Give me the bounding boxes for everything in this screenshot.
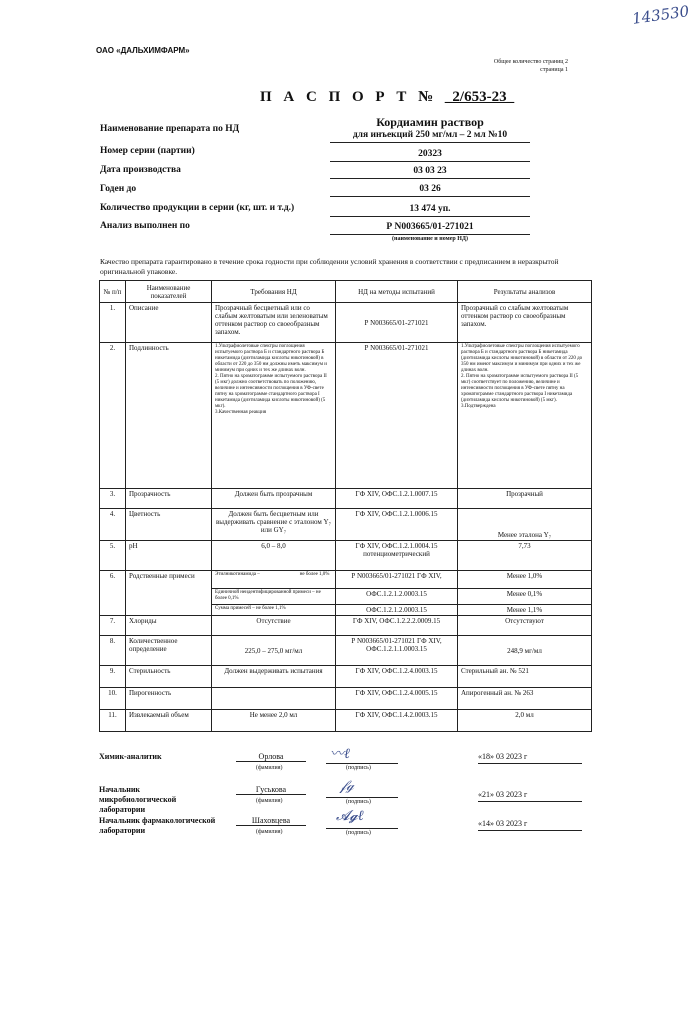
row-result: 7,73	[458, 541, 592, 571]
analysis-table	[99, 280, 592, 732]
row-method: ГФ XIV, ОФС.1.2.1.0007.15	[336, 489, 458, 509]
row-method: ГФ XIV, ОФС.1.4.2.0003.15	[336, 710, 458, 732]
page-total: Общее количество страниц 2	[493, 59, 568, 65]
table-row	[100, 710, 592, 732]
row-number: 5.	[100, 541, 126, 571]
table-row	[100, 541, 592, 571]
series-label: Номер серии (партии)	[100, 146, 195, 156]
table-row	[100, 509, 592, 541]
row-result: 2,0 мл	[458, 710, 592, 732]
header-number: № п/п	[100, 281, 126, 303]
row-result: Менее 1,0%	[458, 571, 592, 589]
row-name: Прозрачность	[126, 489, 212, 509]
row-number: 11.	[100, 710, 126, 732]
table-header-row	[100, 281, 592, 303]
production-date-label: Дата производства	[100, 165, 181, 175]
row-result: Менее эталона Y₇	[458, 509, 592, 541]
table-row	[100, 666, 592, 688]
signer-date-2: «21» 03 2023 г	[478, 790, 528, 799]
row-method: ОФС.1.2.1.2.0003.15	[336, 605, 458, 616]
table-row	[100, 636, 592, 666]
signer-name-1: Орлова	[236, 752, 306, 762]
table-row	[100, 489, 592, 509]
row-name: Родственные примеси	[126, 571, 212, 616]
company-name: ОАО «ДАЛЬХИМФАРМ»	[96, 46, 190, 55]
row-requirement: 1.Ультрафиолетовые спектры поглощения испытуемого раствора Б и стандартного раствора Б никетамида (диэтиламида кислоты никотиновой) в области от 220 до 350 нм должны иметь максимум и минимум при одних и тех же длинах волн. 2. Пятно на хроматограмме испытуемого раствора II (5 мкг) должно соответствовать по положению, величине и интенсивности поглощения в УФ-свете пятну на хроматограмме стандартного раствора I никетамида (диэтиламида кислоты никотиновой) (5 мкг). 3.Качественная реакция	[212, 343, 336, 489]
passport-number: _2/653-23_	[444, 89, 515, 105]
table-row	[100, 343, 592, 489]
analysis-label: Анализ выполнен по	[100, 221, 190, 231]
row-number: 9.	[100, 666, 126, 688]
row-number: 8.	[100, 636, 126, 666]
drug-label: Наименование препарата по НД	[100, 124, 240, 134]
row-requirement: Должен выдерживать испытания	[212, 666, 336, 688]
row-requirement: Этилникотинамида – не более 1,0%	[212, 571, 336, 589]
row-result: 248,9 мг/мл	[458, 636, 592, 666]
production-date-value: 03 03 23	[413, 166, 447, 176]
row-name: Хлориды	[126, 616, 212, 636]
quantity-value: 13 474 уп.	[409, 204, 451, 214]
row-method: ГФ XIV, ОФС.1.2.2.2.0009.15	[336, 616, 458, 636]
row-method: Р N003665/01-271021 ГФ XIV,	[336, 571, 458, 589]
row-requirement: Отсутствие	[212, 616, 336, 636]
row-requirement: 225,0 – 275,0 мг/мл	[212, 636, 336, 666]
row-result: Прозрачный со слабым желтоватым оттенком раствор со своеобразным запахом.	[458, 303, 592, 343]
expiry-label: Годен до	[100, 184, 137, 194]
surname-caption-1: (фамилия)	[256, 765, 283, 771]
handwritten-number: 143530	[631, 2, 691, 28]
row-name: Пирогенность	[126, 688, 212, 710]
table-row	[100, 303, 592, 343]
signer-date-1: «18» 03 2023 г	[478, 752, 528, 761]
row-method: ГФ XIV, ОФС.1.2.1.0006.15	[336, 509, 458, 541]
header-name: Наименование показателей	[126, 281, 212, 303]
row-name: Подлинность	[126, 343, 212, 489]
drug-name: Кордиамин раствор	[376, 115, 484, 129]
signature-2-icon: 𝒻ℊ	[340, 778, 354, 794]
row-method: Р N003665/01-271021 ГФ XIV, ОФС.1.2.1.1.0003.15	[336, 636, 458, 666]
row-number: 2.	[100, 343, 126, 489]
row-requirement: Должен быть бесцветным или выдерживать сравнение с эталоном Y₇ или GY₇	[212, 509, 336, 541]
row-name: Извлекаемый объем	[126, 710, 212, 732]
row-method: Р N003665/01-271021	[336, 343, 458, 489]
signer-name-3: Шаховцева	[236, 816, 306, 826]
quantity-label: Количество продукции в серии (кг, шт. и т.д.)	[100, 203, 295, 213]
series-value: 20323	[418, 149, 442, 159]
row-result: Стерильный ан. № 521	[458, 666, 592, 688]
page-count	[462, 58, 568, 74]
row-requirement: Прозрачный бесцветный или со слабым желтоватым или зеленоватым оттенком раствор со своеобразным запахом.	[212, 303, 336, 343]
row-number: 6.	[100, 571, 126, 616]
surname-caption-3: (фамилия)	[256, 829, 283, 835]
header-method: НД на методы испытаний	[336, 281, 458, 303]
row-requirement: 6,0 – 8,0	[212, 541, 336, 571]
row-requirement: Должен быть прозрачным	[212, 489, 336, 509]
row-result: Апирогенный ан. № 263	[458, 688, 592, 710]
row-number: 1.	[100, 303, 126, 343]
quality-note: Качество препарата гарантировано в течение срока годности при соблюдении условий хранения в соответствии с предписанием в неразкрытой оригинальной упаковке.	[100, 257, 559, 276]
row-number: 4.	[100, 509, 126, 541]
signer-name-2: Гуськова	[236, 785, 306, 795]
row-name: Цветность	[126, 509, 212, 541]
row-name: Количественное определение	[126, 636, 212, 666]
row-number: 7.	[100, 616, 126, 636]
table-row	[100, 571, 592, 589]
row-method: ГФ XIV, ОФС.1.2.4.0003.15	[336, 666, 458, 688]
analysis-caption: (наименование и номер НД)	[392, 236, 468, 242]
header-result: Результаты анализов	[458, 281, 592, 303]
signer-date-3: «14» 03 2023 г	[478, 819, 528, 828]
row-requirement: Единичной неидентифицированной примеси – не более 0,1%	[212, 589, 336, 605]
row-number: 10.	[100, 688, 126, 710]
document-title	[260, 89, 514, 106]
row-result: Менее 0,1%	[458, 589, 592, 605]
analysis-value: Р N003665/01-271021	[386, 222, 474, 232]
row-result: 1.Ультрафиолетовые спектры поглощения испытуемого раствора Б и стандартного раствора Б никетамида (диэтиламида кислоты никотиновой) в области от 220 до 350 нм имеют максимум и минимум при одних и тех же длинах волн. 2. Пятно на хроматограмме испытуемого раствора II (5 мкг) соответствует по положению, величине и интенсивности поглощения в УФ-свете пятну на хроматограмме стандартного раствора I никетамида (диэтиламида кислоты никотиновой) (5 мкг). 3.Подтверждена	[458, 343, 592, 489]
signer-role-3: Начальник фармакологической лаборатории	[99, 816, 216, 835]
signer-role-2: Начальник микробиологической лаборатории	[99, 785, 177, 814]
row-number: 3.	[100, 489, 126, 509]
header-requirement: Требования НД	[212, 281, 336, 303]
title-prefix: П А С П О Р Т №	[260, 89, 438, 105]
surname-caption-2: (фамилия)	[256, 798, 283, 804]
expiry-value: 03 26	[419, 184, 441, 194]
drug-form: для инъекций 250 мг/мл – 2 мл №10	[352, 130, 508, 140]
signature-1-icon: 〰ℓ	[330, 746, 350, 762]
row-requirement: Не менее 2,0 мл	[212, 710, 336, 732]
row-name: Описание	[126, 303, 212, 343]
row-result: Прозрачный	[458, 489, 592, 509]
row-method: Р N003665/01-271021	[336, 303, 458, 343]
page-current: страница 1	[540, 67, 568, 73]
signature-caption-2: (подпись)	[346, 799, 371, 805]
table-row	[100, 616, 592, 636]
table-row	[100, 688, 592, 710]
row-method: ГФ XIV, ОФС.1.2.1.0004.15 потенциометрический	[336, 541, 458, 571]
row-method: ГФ XIV, ОФС.1.2.4.0005.15	[336, 688, 458, 710]
row-result: Отсутствуют	[458, 616, 592, 636]
row-result: Менее 1,1%	[458, 605, 592, 616]
signature-3-icon: 𝓐𝓰ℓ	[336, 808, 364, 824]
row-requirement	[212, 688, 336, 710]
row-method: ОФС.1.2.1.2.0003.15	[336, 589, 458, 605]
row-name: Стерильность	[126, 666, 212, 688]
signature-caption-3: (подпись)	[346, 830, 371, 836]
row-requirement: Сумма примесей – не более 1,1%	[212, 605, 336, 616]
signer-role-1: Химик-аналитик	[99, 752, 162, 761]
row-name: pH	[126, 541, 212, 571]
signature-caption-1: (подпись)	[346, 765, 371, 771]
